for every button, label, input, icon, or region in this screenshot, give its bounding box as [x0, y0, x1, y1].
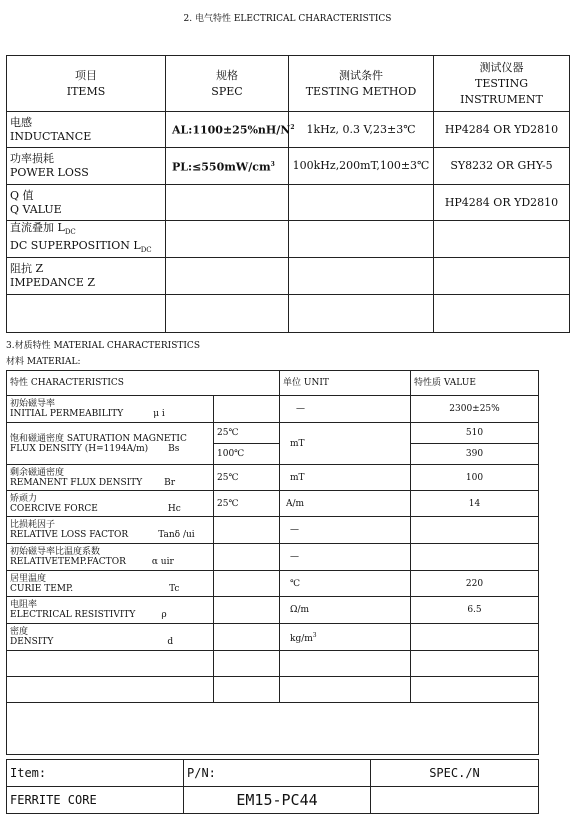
unit-cell: — — [280, 517, 411, 544]
header-method: 测试条件 TESTING METHOD — [289, 56, 434, 112]
method-cell — [289, 258, 434, 295]
spec-label: SPEC./N — [371, 760, 539, 787]
spec-cell — [166, 221, 289, 258]
table-row — [7, 544, 539, 571]
characteristic-cell: 密度 DENSITY d — [7, 624, 214, 651]
condition-cell: 25℃ — [214, 465, 280, 491]
item-cell: 阻抗 Z IMPEDANCE Z — [7, 258, 166, 295]
unit-cell: mT — [280, 423, 411, 465]
characteristic-cell: 初始磁导率比温度系数 RELATIVETEMP.FACTOR α uir — [7, 544, 214, 571]
condition-cell — [214, 517, 280, 544]
header-unit: 单位 UNIT — [280, 371, 411, 396]
section2-title: 2. 电气特性 ELECTRICAL CHARACTERISTICS — [183, 14, 392, 24]
table-row — [7, 491, 539, 517]
condition-cell — [214, 624, 280, 651]
header-value: 特性质 VALUE — [411, 371, 539, 396]
table-header-row — [7, 56, 570, 112]
instrument-cell — [434, 221, 570, 258]
header-characteristics: 特性 CHARACTERISTICS — [7, 371, 280, 396]
unit-cell: — — [280, 544, 411, 571]
item-label: Item: — [7, 760, 184, 787]
instrument-cell: SY8232 OR GHY-5 — [434, 148, 570, 185]
characteristic-cell: 剩余磁通密度 REMANENT FLUX DENSITY Br — [7, 465, 214, 491]
method-cell — [289, 185, 434, 221]
table-row — [7, 258, 570, 295]
table-row — [7, 465, 539, 491]
condition-cell — [214, 571, 280, 597]
value-cell: 6.5 — [411, 597, 539, 624]
table-header-row — [7, 371, 539, 396]
table-row-empty — [7, 651, 539, 677]
material-label: 材料 MATERIAL: — [6, 357, 81, 367]
unit-cell: Ω/m — [280, 597, 411, 624]
table-row — [7, 624, 539, 651]
condition-cell: 100℃ — [214, 444, 280, 465]
value-cell: 220 — [411, 571, 539, 597]
method-cell: 1kHz, 0.3 V,23±3℃ — [289, 112, 434, 148]
unit-cell: ℃ — [280, 571, 411, 597]
table-row-empty — [7, 677, 539, 703]
electrical-table — [6, 55, 570, 333]
item-value: FERRITE CORE — [7, 787, 184, 814]
pn-value: EM15-PC44 — [184, 787, 371, 814]
value-cell: 14 — [411, 491, 539, 517]
unit-cell: mT — [280, 465, 411, 491]
value-cell: 2300±25% — [411, 396, 539, 423]
characteristic-cell: 矫顽力 COERCIVE FORCE Hc — [7, 491, 214, 517]
unit-cell: A/m — [280, 491, 411, 517]
value-cell — [411, 624, 539, 651]
characteristic-cell: 电阻率 ELECTRICAL RESISTIVITY ρ — [7, 597, 214, 624]
table-row — [7, 517, 539, 544]
instrument-cell: HP4284 OR YD2810 — [434, 112, 570, 148]
value-cell: 100 — [411, 465, 539, 491]
characteristic-cell: 初始磁导率 INITIAL PERMEABILITY μ i — [7, 396, 214, 423]
table-row — [7, 185, 570, 221]
table-row — [7, 571, 539, 597]
spec-cell — [166, 258, 289, 295]
spec-cell: $PL:\le 550mW/cm^3$ — [166, 148, 289, 185]
value-cell: 510 — [411, 423, 539, 444]
item-cell: 直流叠加 $L_{DC}$ DC SUPERPOSITION $L_{DC}$ — [7, 221, 166, 258]
table-row — [7, 148, 570, 185]
section3-title: 3.材质特性 MATERIAL CHARACTERISTICS — [6, 341, 200, 351]
table-row — [7, 597, 539, 624]
table-row-empty — [7, 295, 570, 333]
condition-cell: 25℃ — [214, 491, 280, 517]
value-cell: 390 — [411, 444, 539, 465]
characteristic-cell: 居里温度 CURIE TEMP. Tc — [7, 571, 214, 597]
unit-cell: — — [280, 396, 411, 423]
item-cell: 功率损耗 POWER LOSS — [7, 148, 166, 185]
table-row — [7, 396, 539, 423]
condition-cell — [214, 597, 280, 624]
header-instrument: 测试仪器 TESTING INSTRUMENT — [434, 56, 570, 112]
table-row — [7, 423, 539, 444]
spec-value — [371, 787, 539, 814]
item-cell: Q 值 Q VALUE — [7, 185, 166, 221]
pn-label: P/N: — [184, 760, 371, 787]
item-cell: 电感 INDUCTANCE — [7, 112, 166, 148]
characteristic-cell: 饱和磁通密度 SATURATION MAGNETIC FLUX DENSITY (H=1194A/m) Bs — [7, 423, 214, 465]
table-row — [7, 221, 570, 258]
method-cell — [289, 221, 434, 258]
method-cell: 100kHz,200mT,100±3℃ — [289, 148, 434, 185]
material-table — [6, 370, 539, 755]
notes-area — [7, 703, 539, 755]
table-row — [7, 112, 570, 148]
value-cell — [411, 517, 539, 544]
unit-cell: $kg/m^3$ — [280, 624, 411, 651]
characteristic-cell: 比损耗因子 RELATIVE LOSS FACTOR Tanδ /ui — [7, 517, 214, 544]
condition-cell — [214, 396, 280, 423]
title-block — [6, 759, 539, 814]
condition-cell — [214, 544, 280, 571]
spec-cell: $AL:1100\pm 25\%nH/N^2$ — [166, 112, 289, 148]
instrument-cell — [434, 258, 570, 295]
condition-cell: 25℃ — [214, 423, 280, 444]
value-cell — [411, 544, 539, 571]
header-spec: 规格 SPEC — [166, 56, 289, 112]
instrument-cell: HP4284 OR YD2810 — [434, 185, 570, 221]
spec-cell — [166, 185, 289, 221]
header-items: 项目 ITEMS — [7, 56, 166, 112]
